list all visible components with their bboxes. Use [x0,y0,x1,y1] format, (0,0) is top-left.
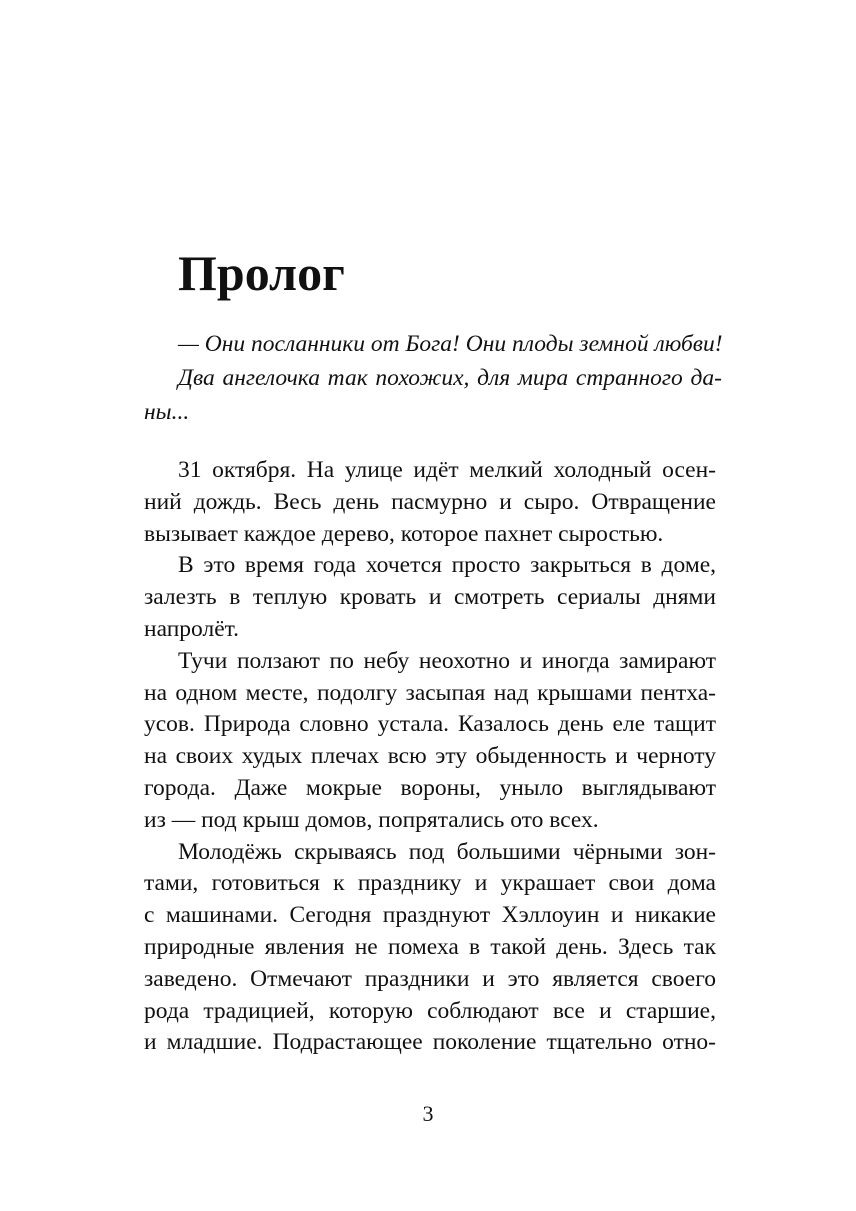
text-line: В это время года хочется просто закрыться в доме, [178,552,716,579]
paragraph [144,837,716,1060]
text-line: на своих худых плечах всю эту обыденность и черноту [144,743,716,770]
text-line: заведено. Отмечают праздники и это является своего [144,965,716,992]
epigraph-line: — Они посланники от Бога! Они плоды земной любви! [178,331,723,357]
text-line: и младшие. Подрастающее поколение тщательно отно- [144,1029,716,1056]
paragraph [144,455,716,550]
text-line: Тучи ползают по небу неохотно и иногда замирают [178,647,716,674]
text-line: усов. Природа словно устала. Казалось день еле тащит [144,711,716,738]
text-line: 31 октября. На улице идёт мелкий холодный осен- [178,457,716,483]
text-line: Молодёжь скрываясь под большими чёрными зон- [178,838,716,865]
text-line: вызывает каждое дерево, которое пахнет сыростью. [144,520,664,547]
text-line: тами, готовиться к празднику и украшает свои дома [144,870,716,897]
text-line: рода традицией, которую соблюдают все и старшие, [144,997,716,1024]
text-line: из — под крыш домов, попрятались ото всех. [144,806,599,833]
chapter-title: Пролог [178,245,345,301]
epigraph [144,327,722,429]
paragraph [144,550,716,645]
text-line: города. Даже мокрые вороны, уныло выглядывают [144,774,716,801]
page-number: 3 [422,1101,434,1126]
text-line: залезть в теплую кровать и смотреть сериалы днями [144,584,716,611]
text-line: на одном месте, подолгу засыпая над крышами пентха- [144,679,716,706]
text-line: напролёт. [144,615,239,642]
text-line: природные явления не помеха в такой день. Здесь так [144,933,716,960]
epigraph-line: ны... [144,399,190,425]
text-line: с машинами. Сегодня празднуют Хэллоуин и никакие [144,902,716,929]
epigraph-line: Два ангелочка так похожих, для мира странного да- [178,365,722,391]
body-text [144,455,716,1059]
text-line: ний дождь. Весь день пасмурно и сыро. Отвращение [144,488,716,515]
paragraph [144,646,716,837]
